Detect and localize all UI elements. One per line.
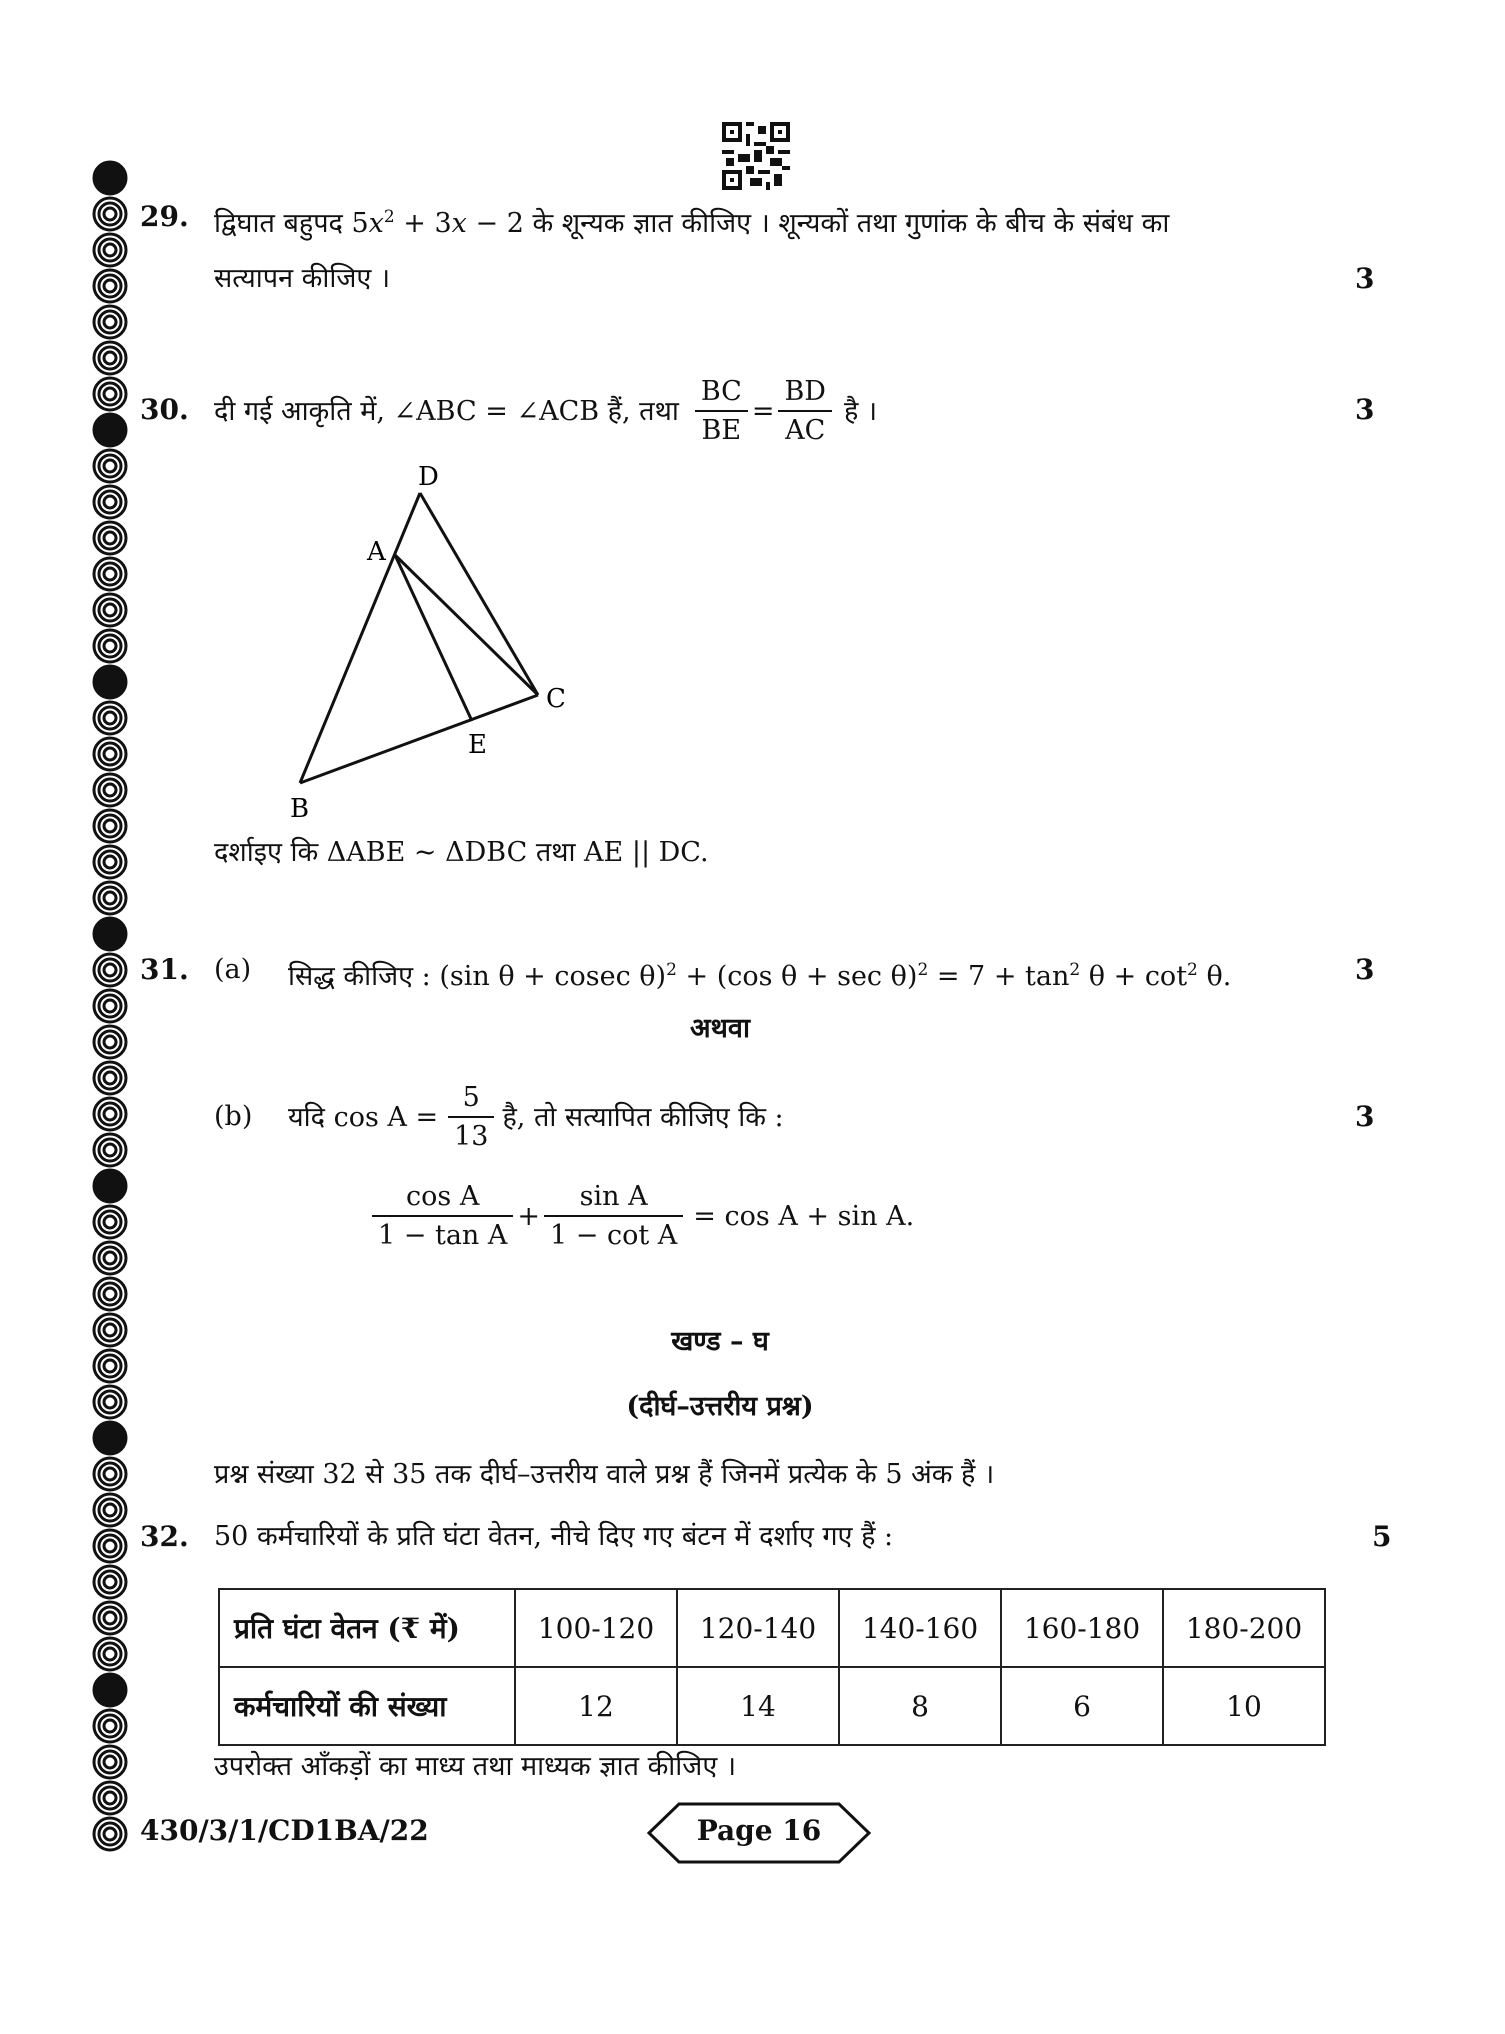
q31b-marks: 3 bbox=[1355, 1100, 1375, 1133]
q29-text-line2: सत्यापन कीजिए । bbox=[214, 263, 391, 294]
label-a: A bbox=[367, 537, 386, 567]
q29-var-x: x bbox=[368, 208, 384, 239]
q30-marks: 3 bbox=[1355, 393, 1375, 426]
class-cell: 100-120 bbox=[515, 1589, 677, 1667]
margin-circle bbox=[94, 522, 126, 554]
q31-or-divider: अथवा bbox=[690, 1013, 750, 1044]
q30-frac1-num: BC bbox=[695, 374, 748, 412]
q31b-fraction bbox=[448, 1080, 494, 1156]
q29-number: 29. bbox=[140, 200, 189, 233]
segment-bc bbox=[300, 695, 538, 783]
q30-triangle-figure bbox=[270, 455, 590, 825]
q32-marks: 5 bbox=[1372, 1520, 1392, 1553]
section-subtitle: (दीर्घ–उत्तरीय प्रश्न) bbox=[626, 1391, 814, 1422]
q30-number: 30. bbox=[140, 393, 189, 426]
margin-circle bbox=[94, 1638, 126, 1670]
q31a-sup1: 2 bbox=[666, 960, 677, 980]
q29-text-a: द्विघात बहुपद 5 bbox=[214, 208, 369, 239]
q30-frac1-den: BE bbox=[701, 415, 742, 446]
page-number-text: Page 16 bbox=[696, 1814, 822, 1847]
margin-circle bbox=[94, 1746, 126, 1778]
q29-var-x2: x bbox=[451, 208, 467, 239]
q31b-statement bbox=[288, 1076, 784, 1160]
class-cell: 140-160 bbox=[839, 1589, 1001, 1667]
count-cell: 14 bbox=[677, 1667, 839, 1745]
class-cell: 160-180 bbox=[1001, 1589, 1163, 1667]
margin-circle bbox=[94, 1494, 126, 1526]
q29-text-line1 bbox=[214, 200, 1169, 241]
margin-circle bbox=[94, 1386, 126, 1418]
q32-footer-text: उपरोक्त आँकड़ों का माध्य तथा माध्यक ज्ञात कीजिए । bbox=[214, 1751, 737, 1782]
margin-circle bbox=[94, 558, 126, 590]
label-e: E bbox=[468, 730, 487, 760]
q31b-label: (b) bbox=[214, 1101, 253, 1132]
margin-circle bbox=[94, 1458, 126, 1490]
margin-circle bbox=[94, 1710, 126, 1742]
margin-circle bbox=[94, 1134, 126, 1166]
q31a-label: (a) bbox=[214, 954, 252, 985]
margin-circle bbox=[94, 918, 126, 950]
q31b-equation bbox=[372, 1172, 914, 1262]
q30-text-b: है । bbox=[843, 396, 878, 427]
q30-text-a: दी गई आकृति में, ∠ABC = ∠ACB हैं, तथा bbox=[214, 396, 679, 427]
q31a-sup2: 2 bbox=[917, 960, 929, 980]
margin-circle bbox=[94, 1062, 126, 1094]
class-cell: 180-200 bbox=[1163, 1589, 1325, 1667]
table-row-employee-counts bbox=[219, 1667, 1325, 1745]
q31b-eq-f2-den: 1 − cot A bbox=[550, 1220, 678, 1251]
label-b: B bbox=[290, 794, 310, 824]
paper-code: 430/3/1/CD1BA/22 bbox=[140, 1814, 429, 1847]
label-c: C bbox=[546, 684, 566, 714]
count-cell: 8 bbox=[839, 1667, 1001, 1745]
section-title: खण्ड – घ bbox=[671, 1326, 769, 1357]
margin-circle bbox=[94, 1350, 126, 1382]
segment-dc bbox=[420, 493, 538, 695]
margin-circle bbox=[94, 1314, 126, 1346]
margin-circle bbox=[94, 198, 126, 230]
wage-distribution-table bbox=[218, 1588, 1326, 1746]
margin-circle bbox=[94, 1566, 126, 1598]
margin-circle bbox=[94, 666, 126, 698]
q31b-eq-f2-num: sin A bbox=[544, 1179, 683, 1217]
label-d: D bbox=[418, 462, 439, 492]
segment-ac bbox=[395, 555, 538, 695]
margin-circle bbox=[94, 738, 126, 770]
margin-circle bbox=[94, 342, 126, 374]
margin-circle bbox=[94, 846, 126, 878]
q32-table-wrap bbox=[218, 1588, 1326, 1746]
margin-circles-strip bbox=[86, 160, 134, 1860]
margin-circle bbox=[94, 1278, 126, 1310]
margin-circle bbox=[94, 954, 126, 986]
q30-fraction-bc-be bbox=[695, 374, 748, 450]
q31a-text1: सिद्ध कीजिए : (sin θ + cosec θ) bbox=[288, 961, 667, 992]
q31b-text-b: है, तो सत्यापित कीजिए कि : bbox=[502, 1102, 784, 1133]
q31b-eq-frac2 bbox=[544, 1179, 683, 1255]
margin-circle bbox=[94, 1242, 126, 1274]
q31a-marks: 3 bbox=[1355, 953, 1375, 986]
segment-ae bbox=[395, 555, 472, 721]
margin-circle bbox=[94, 1098, 126, 1130]
q29-text-b: + 3 bbox=[394, 208, 452, 239]
row-header-count: कर्मचारियों की संख्या bbox=[219, 1667, 515, 1745]
margin-circle bbox=[94, 882, 126, 914]
q31a-statement bbox=[288, 953, 1231, 994]
q31b-eq-frac1 bbox=[372, 1179, 513, 1255]
margin-circle bbox=[94, 306, 126, 338]
q31a-text2: + (cos θ + sec θ) bbox=[676, 961, 918, 992]
table-row-wage-classes bbox=[219, 1589, 1325, 1667]
margin-circle bbox=[94, 1206, 126, 1238]
margin-circle bbox=[94, 270, 126, 302]
q30-frac2-den: AC bbox=[785, 415, 826, 446]
margin-circle bbox=[94, 486, 126, 518]
margin-circle bbox=[94, 450, 126, 482]
q32-text: 50 कर्मचारियों के प्रति घंटा वेतन, नीचे दिए गए बंटन में दर्शाए गए हैं : bbox=[214, 1521, 894, 1552]
q30-conclusion: दर्शाइए कि ΔABE ~ ΔDBC तथा AE || DC. bbox=[214, 837, 709, 868]
row-header-wage: प्रति घंटा वेतन (₹ में) bbox=[219, 1589, 515, 1667]
margin-circle bbox=[94, 1602, 126, 1634]
count-cell: 12 bbox=[515, 1667, 677, 1745]
q29-text-c: − 2 के शून्यक ज्ञात कीजिए । शून्यकों तथा गुणांक के बीच के संबंध का bbox=[466, 208, 1170, 239]
segment-bd bbox=[300, 493, 420, 783]
margin-circle bbox=[94, 1530, 126, 1562]
q31a-text3: = 7 + tan bbox=[928, 961, 1070, 992]
q31b-eq-plus: + bbox=[517, 1201, 541, 1232]
qr-code bbox=[722, 122, 790, 190]
margin-circle bbox=[94, 1170, 126, 1202]
class-cell: 120-140 bbox=[677, 1589, 839, 1667]
margin-circle bbox=[94, 1422, 126, 1454]
q29-marks: 3 bbox=[1355, 262, 1375, 295]
page-number-badge bbox=[645, 1800, 873, 1866]
margin-circle bbox=[94, 378, 126, 410]
count-cell: 10 bbox=[1163, 1667, 1325, 1745]
q31b-eq-f1-den: 1 − tan A bbox=[378, 1220, 508, 1251]
q32-number: 32. bbox=[140, 1520, 189, 1553]
q31b-eq-rhs: = cos A + sin A. bbox=[693, 1201, 915, 1232]
margin-circle bbox=[94, 774, 126, 806]
q30-fraction-bd-ac bbox=[778, 374, 832, 450]
margin-circle bbox=[94, 990, 126, 1022]
q30-frac2-num: BD bbox=[778, 374, 832, 412]
q29-exp: 2 bbox=[383, 207, 395, 227]
margin-circle bbox=[94, 414, 126, 446]
q31a-sup3: 2 bbox=[1069, 960, 1081, 980]
q31b-eq-f1-num: cos A bbox=[372, 1179, 513, 1217]
margin-circle bbox=[94, 630, 126, 662]
q31b-frac-den: 13 bbox=[454, 1121, 489, 1152]
q30-equals: = bbox=[751, 396, 775, 427]
section-instruction: प्रश्न संख्या 32 से 35 तक दीर्घ–उत्तरीय वाले प्रश्न हैं जिनमें प्रत्येक के 5 अंक हैं । bbox=[214, 1459, 995, 1490]
q31a-sup4: 2 bbox=[1187, 960, 1198, 980]
margin-circle bbox=[94, 1026, 126, 1058]
margin-circle bbox=[94, 234, 126, 266]
margin-circle bbox=[94, 702, 126, 734]
margin-circle bbox=[94, 810, 126, 842]
margin-circle bbox=[94, 594, 126, 626]
margin-circle bbox=[94, 1674, 126, 1706]
q31a-text5: θ. bbox=[1197, 961, 1232, 992]
q31b-frac-num: 5 bbox=[448, 1080, 494, 1118]
q31a-text4: θ + cot bbox=[1080, 961, 1188, 992]
margin-circle bbox=[94, 1818, 126, 1850]
count-cell: 6 bbox=[1001, 1667, 1163, 1745]
q30-statement bbox=[214, 372, 877, 452]
margin-circle bbox=[94, 1782, 126, 1814]
q31b-text-a: यदि cos A = bbox=[288, 1102, 439, 1133]
margin-circle bbox=[94, 162, 126, 194]
q31-number: 31. bbox=[140, 953, 189, 986]
